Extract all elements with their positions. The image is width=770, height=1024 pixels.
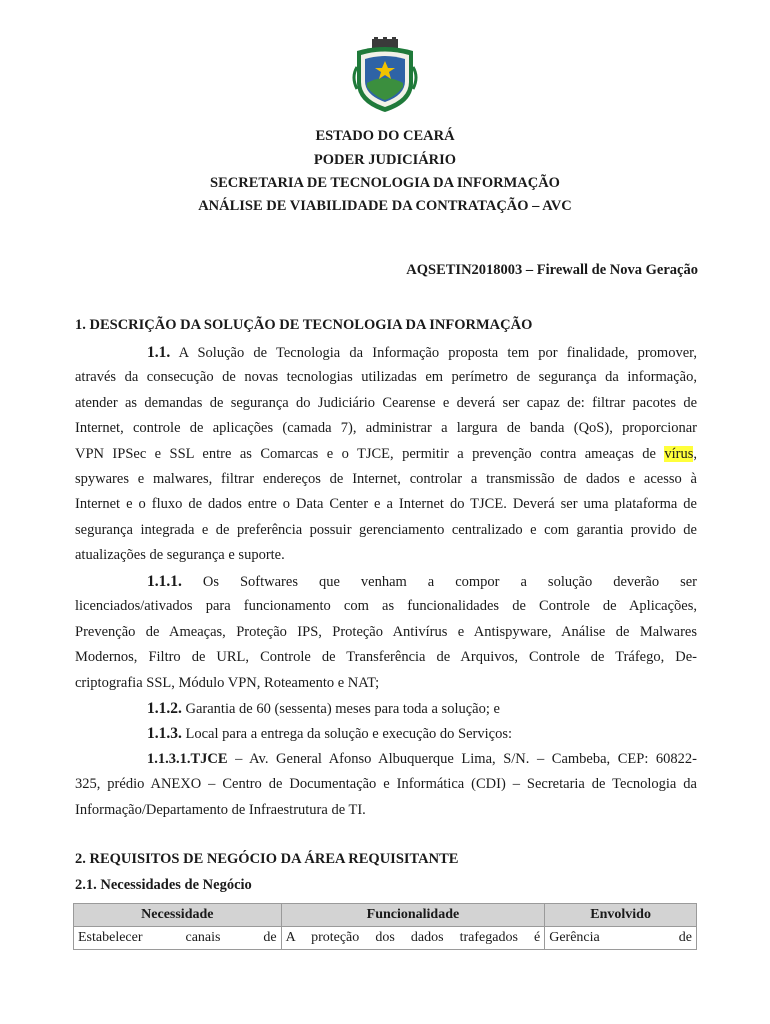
paragraph-1-1	[75, 340, 697, 569]
text: – Av. General Afonso Albuquerque Lima, S/N. – Cambeba, CEP: 60822-	[227, 751, 697, 767]
item-number: 1.1.	[147, 344, 171, 361]
paragraph-line: Internet e o fluxo de dados entre o Data Center e a Internet do TJCE. Deverá ser uma plataforma de	[75, 496, 697, 513]
column-header-envolvido: Envolvido	[545, 904, 697, 927]
table-cell: Estabelecer canais de	[74, 927, 282, 950]
paragraph-line: segurança integrada e de preferência possuir gerenciamento centralizado e com garantia provido de	[75, 521, 697, 538]
paragraph-1-1-3-1	[75, 747, 697, 823]
text: A Solução de Tecnologia da Informação proposta tem por finalidade, promover,	[178, 345, 698, 361]
paragraph-1-1-3	[75, 721, 697, 746]
table-header-row	[74, 904, 697, 927]
header-line-3: SECRETARIA DE TECNOLOGIA DA INFORMAÇÃO	[210, 175, 560, 191]
paragraph-line: criptografia SSL, Módulo VPN, Roteamento e NAT;	[75, 674, 380, 691]
business-needs-table	[73, 903, 697, 950]
location-name: TJCE	[190, 751, 228, 767]
section-2-1-subtitle: 2.1. Necessidades de Negócio	[75, 877, 252, 893]
state-coat-of-arms-icon	[349, 37, 421, 113]
highlighted-word: vírus	[664, 445, 694, 462]
header-line-1: ESTADO DO CEARÁ	[315, 128, 455, 144]
paragraph-line: Informação/Departamento de Infraestrutura de TI.	[75, 801, 366, 818]
paragraph-line: Modernos, Filtro de URL, Controle de Transferência de Arquivos, Controle de Tráfego, De-	[75, 649, 697, 666]
section-2-title: 2. REQUISITOS DE NEGÓCIO DA ÁREA REQUISITANTE	[75, 851, 459, 867]
paragraph-line	[75, 696, 697, 721]
text: VPN IPSec e SSL entre as Comarcas e o TJCE, permitir a prevenção contra ameaças de	[75, 445, 656, 462]
text: Local para a entrega da solução e execução do Serviços:	[185, 726, 512, 742]
paragraph-line: 325, prédio ANEXO – Centro de Documentação e Informática (CDI) – Secretaria de Tecnologia da	[75, 776, 697, 793]
text: Garantia de 60 (sessenta) meses para toda a solução; e	[185, 701, 500, 717]
paragraph-line	[75, 569, 697, 594]
paragraph-line	[75, 747, 697, 772]
item-number: 1.1.2.	[147, 700, 182, 717]
paragraph-line	[75, 721, 697, 746]
column-header-necessidade: Necessidade	[74, 904, 282, 927]
paragraph-line: Prevenção de Ameaças, Proteção IPS, Proteção Antivírus e Antispyware, Análise de Malwares	[75, 623, 697, 640]
paragraph-line: atualizações de segurança e suporte.	[75, 547, 285, 564]
item-number: 1.1.3.	[147, 725, 182, 742]
paragraph-line: spywares e malwares, filtrar endereços de Internet, controlar a transmissão de dados e acesso à	[75, 470, 697, 487]
section-1-title: 1. DESCRIÇÃO DA SOLUÇÃO DE TECNOLOGIA DA INFORMAÇÃO	[75, 317, 533, 333]
text: Os Softwares que venham a compor a solução deverão ser	[202, 574, 698, 590]
paragraph-line	[75, 340, 697, 365]
item-number: 1.1.3.1.	[147, 751, 191, 767]
paragraph-line: através da consecução de novas tecnologias utilizadas em perímetro de segurança da informação,	[75, 369, 697, 386]
paragraph-line	[75, 442, 697, 467]
item-number: 1.1.1.	[147, 573, 182, 590]
header-line-4: ANÁLISE DE VIABILIDADE DA CONTRATAÇÃO – AVC	[198, 198, 572, 214]
header-line-2: PODER JUDICIÁRIO	[313, 152, 457, 168]
text: ,	[693, 445, 698, 462]
document-reference: AQSETIN2018003 – Firewall de Nova Geração	[406, 262, 698, 278]
column-header-funcionalidade: Funcionalidade	[281, 904, 545, 927]
paragraph-line: atender as demandas de segurança do Judiciário Cearense e deverá ser capaz de: filtrar pacotes de	[75, 394, 697, 411]
paragraph-1-1-2	[75, 696, 697, 721]
table-cell: Gerência de	[545, 927, 697, 950]
paragraph-line: licenciados/ativados para funcionamento com as funcionalidades de Controle de Aplicações,	[75, 598, 697, 615]
table-row	[74, 927, 697, 950]
paragraph-line: Internet, controle de aplicações (camada 7), administrar a largura de banda (QoS), proporcionar	[75, 420, 697, 437]
paragraph-1-1-1	[75, 569, 697, 696]
table-cell: A proteção dos dados trafegados é	[281, 927, 545, 950]
